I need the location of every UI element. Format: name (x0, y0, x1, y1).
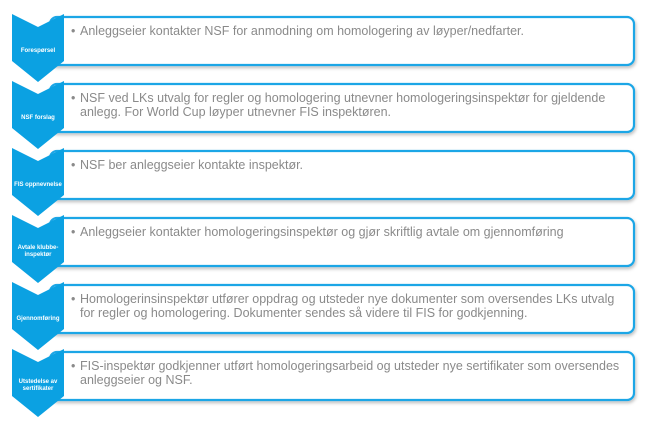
step-description: Homologerinsinspektør utfører oppdrag og utsteder nye dokumenter som oversendes LKs utvalg for regler og homologering. Dokumenter sendes så videre til FIS for godkjenning. (80, 292, 615, 320)
step-description: FIS-inspektør godkjenner utført homologeringsarbeid og utsteder nye sertifikater som oversendes anleggseier og NSF. (80, 359, 620, 387)
step-text (71, 225, 630, 239)
step-text (71, 359, 630, 387)
bullet-icon: • (71, 24, 76, 38)
bullet-icon: • (71, 91, 76, 105)
step-description: NSF ber anleggseier kontakte inspektør. (80, 158, 304, 172)
bullet-icon: • (71, 359, 76, 373)
step-description: Anleggseier kontakter NSF for anmodning om homologering av løyper/nedfarter. (80, 24, 524, 38)
step-label: Avtale klubbe-inspektør (17, 245, 59, 258)
step-text (71, 24, 630, 38)
bullet-icon: • (71, 225, 76, 239)
step-label: Gjennomføring (16, 315, 60, 322)
step-label: NSF forslag (21, 114, 55, 121)
step-label: Utstedelse av sertifikater (18, 379, 58, 392)
bullet-icon: • (71, 158, 76, 172)
step-text (71, 91, 630, 119)
bullet-icon: • (71, 292, 76, 306)
step-label: FIS oppnevnelse (14, 181, 62, 188)
step-label: Forespørsel (20, 47, 56, 54)
step-text (71, 158, 630, 172)
step-text (71, 292, 630, 320)
step-description: Anleggseier kontakter homologeringsinspektør og gjør skriftlig avtale om gjennomføring (80, 225, 564, 239)
step-description: NSF ved LKs utvalg for regler og homologering utnevner homologeringsinspektør for gjeldende anlegg. For World Cup løyper utnevner FIS inspektøren. (80, 91, 606, 119)
